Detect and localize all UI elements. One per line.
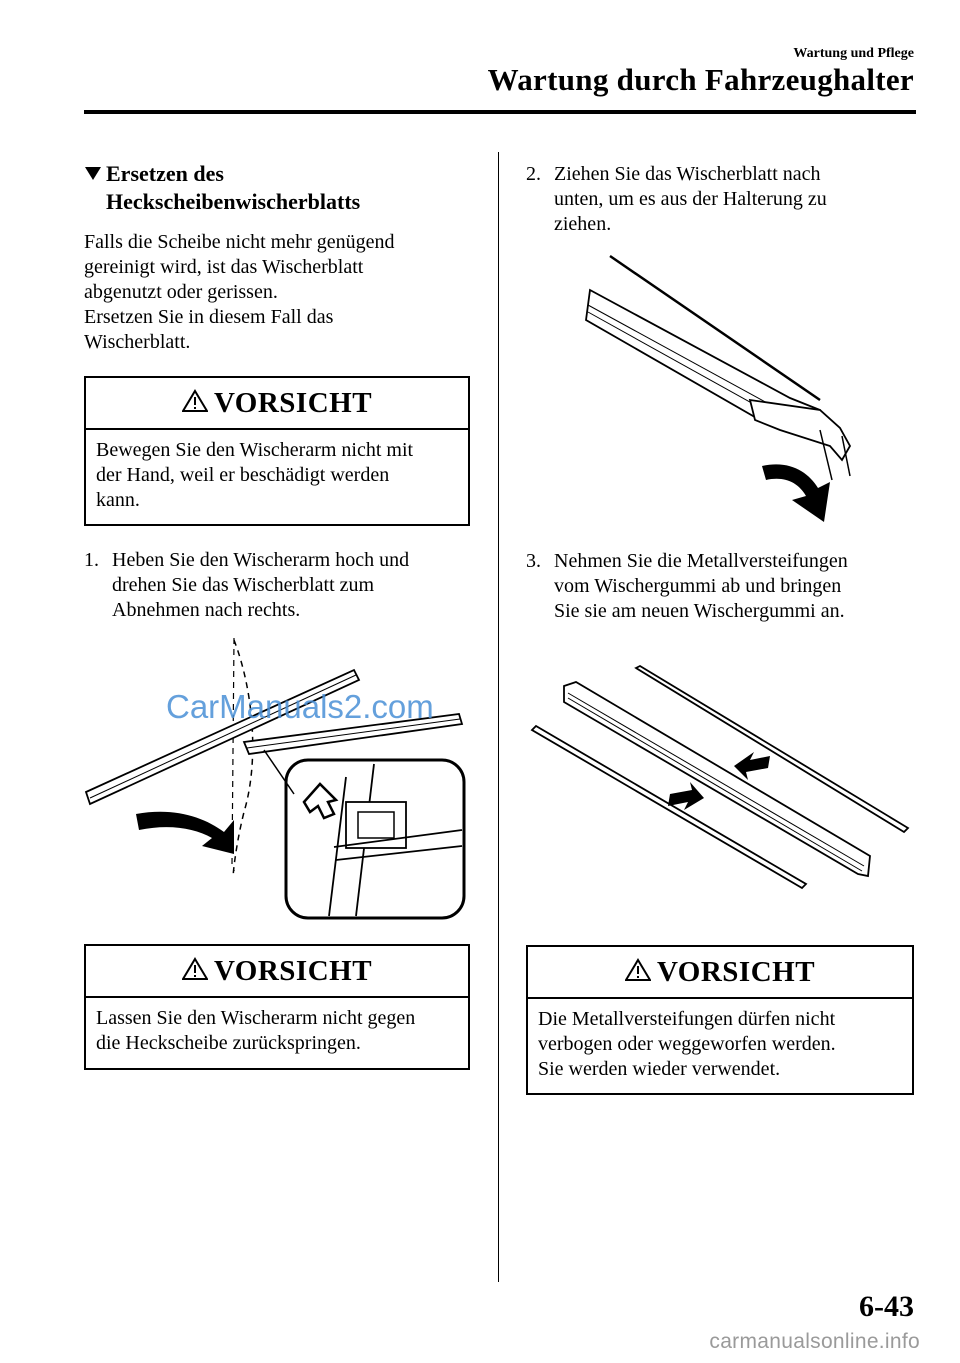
warning-header <box>86 946 468 998</box>
warning-triangle-icon <box>182 957 208 986</box>
warning-box <box>526 945 914 1095</box>
warning-line: kann. <box>96 489 140 511</box>
step-number: 2. <box>526 163 541 185</box>
page-number: 6-43 <box>859 1290 914 1323</box>
triangle-down-icon <box>84 160 106 188</box>
step-line: Abnehmen nach rechts. <box>112 599 301 621</box>
warning-text <box>86 998 468 1066</box>
warning-box <box>84 944 470 1070</box>
wiper-arm-illustration <box>84 632 468 922</box>
warning-header <box>86 378 468 430</box>
footer-watermark: carmanualsonline.info <box>709 1330 920 1353</box>
paragraph-line: abgenutzt oder gerissen. <box>84 281 278 303</box>
step-line: vom Wischergummi ab und bringen <box>554 575 842 597</box>
warning-line: Lassen Sie den Wischerarm nicht gegen <box>96 1007 416 1029</box>
watermark: CarManuals2.com <box>166 688 434 725</box>
section-title-line1: Ersetzen des <box>106 161 224 186</box>
warning-text <box>528 999 912 1092</box>
warning-line: die Heckscheibe zurückspringen. <box>96 1032 361 1054</box>
warning-line: Die Metallversteifungen dürfen nicht <box>538 1008 836 1030</box>
step-line: Nehmen Sie die Metallversteifungen <box>554 550 848 572</box>
warning-line: verbogen oder weggeworfen werden. <box>538 1033 836 1055</box>
warning-triangle-icon <box>182 389 208 418</box>
section-paragraph <box>84 230 474 355</box>
step-1 <box>84 548 484 623</box>
warning-title: VORSICHT <box>213 386 373 419</box>
warning-line: der Hand, weil er beschädigt werden <box>96 464 390 486</box>
chapter-label: Wartung und Pflege <box>793 46 914 61</box>
warning-title: VORSICHT <box>656 955 816 988</box>
step-line: Sie sie am neuen Wischergummi an. <box>554 600 845 622</box>
step-line: Ziehen Sie das Wischerblatt nach <box>554 163 821 185</box>
paragraph-line: Ersetzen Sie in diesem Fall das <box>84 306 334 328</box>
section-heading <box>84 160 484 216</box>
step-2 <box>526 162 926 237</box>
paragraph-line: Falls die Scheibe nicht mehr genügend <box>84 231 395 253</box>
step-line: drehen Sie das Wischerblatt zum <box>112 574 375 596</box>
page-title: Wartung durch Fahrzeughalter <box>487 62 914 97</box>
paragraph-line: gereinigt wird, ist das Wischerblatt <box>84 256 364 278</box>
header-rule <box>84 110 916 114</box>
wiper-blade-removal-illustration <box>580 250 860 530</box>
warning-title: VORSICHT <box>213 954 373 987</box>
column-divider <box>498 152 499 1282</box>
warning-triangle-icon <box>625 958 651 987</box>
warning-box <box>84 376 470 526</box>
paragraph-line: Wischerblatt. <box>84 331 191 353</box>
step-number: 3. <box>526 550 541 572</box>
step-number: 1. <box>84 549 99 571</box>
step-line: unten, um es aus der Halterung zu <box>554 188 827 210</box>
metal-stiffeners-illustration <box>528 660 912 892</box>
warning-header <box>528 947 912 999</box>
warning-line: Sie werden wieder verwendet. <box>538 1058 781 1080</box>
step-line: Heben Sie den Wischerarm hoch und <box>112 549 410 571</box>
section-title-line2: Heckscheibenwischerblatts <box>106 189 361 214</box>
step-3 <box>526 549 926 624</box>
warning-text <box>86 430 468 523</box>
step-line: ziehen. <box>554 213 612 235</box>
warning-line: Bewegen Sie den Wischerarm nicht mit <box>96 439 414 461</box>
